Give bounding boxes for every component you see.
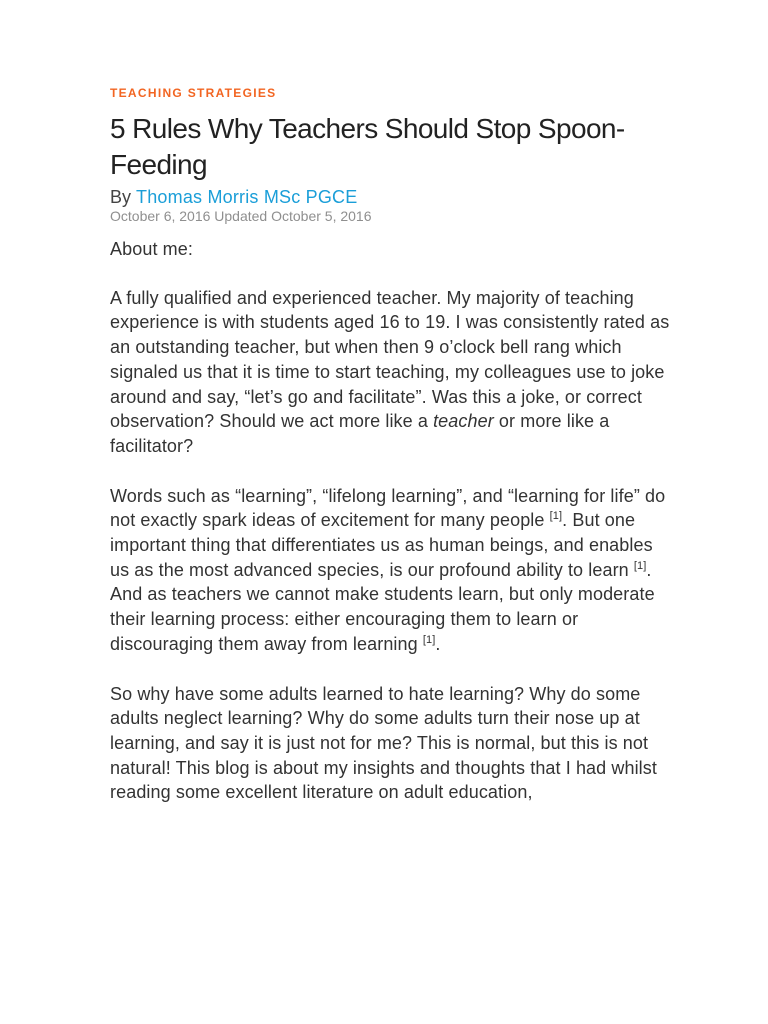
byline	[110, 186, 670, 208]
paragraph-intro	[110, 286, 670, 459]
paragraph-adults: So why have some adults learned to hate learning? Why do some adults neglect learning? Why do some adults turn their nose up at learning, and say it is just not for me? This is normal, but this is not natural! This blog is about my insights and thoughts that I had whilst reading some excellent literature on adult education,	[110, 683, 657, 803]
author-link[interactable]: Thomas Morris MSc PGCE	[136, 187, 358, 207]
category-link[interactable]: TEACHING STRATEGIES	[110, 86, 277, 100]
paragraph-learning-part1: Words such as “learning”, “lifelong learning”, and “learning for life” do not exactly spark ideas of excitement for many people	[110, 485, 666, 531]
article-title: 5 Rules Why Teachers Should Stop Spoon-Feeding	[110, 113, 625, 180]
paragraph-intro-text: A fully qualified and experienced teacher. My majority of teaching experience is with students aged 16 to 19. I was consistently rated as an outstanding teacher, but when then 9 o’clock bell rang which signaled us that it is time to start teaching, my colleagues use to joke around and say, “let’s go and facilitate”. Was this a joke, or correct observation? Should we act more like a	[110, 287, 670, 432]
reference-marker[interactable]: [1]	[549, 510, 563, 523]
article	[110, 84, 670, 830]
reference-marker[interactable]: [1]	[633, 559, 647, 572]
paragraph-learning-part3: . And as teachers we cannot make students learn, but only moderate their learning process: either encouraging them to learn or discouraging them away from learning	[110, 559, 655, 654]
paragraph-learning-part2: . But one important thing that differentiates us as human beings, and enables us as the most advanced species, is our profound ability to learn	[110, 510, 653, 580]
paragraph-learning-part4: .	[435, 633, 441, 654]
publish-dates: October 6, 2016 Updated October 5, 2016	[110, 208, 372, 224]
emphasis-teacher: teacher	[433, 411, 494, 432]
article-body	[110, 237, 670, 805]
paragraph-learning	[110, 484, 670, 657]
reference-marker[interactable]: [1]	[422, 633, 436, 646]
paragraph-intro-end: or more like a facilitator?	[110, 411, 610, 456]
about-heading: About me:	[110, 239, 193, 259]
byline-prefix: By	[110, 187, 137, 207]
